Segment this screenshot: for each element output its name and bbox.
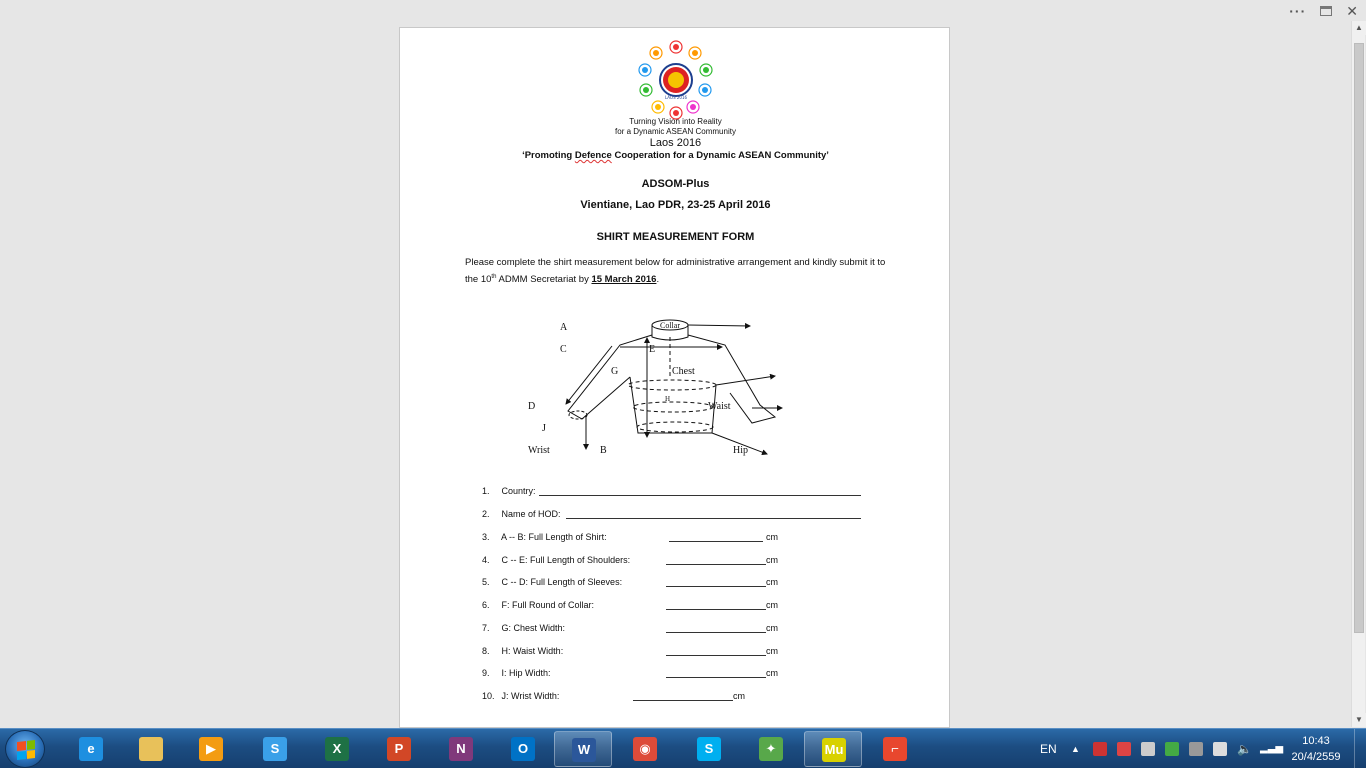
taskbar-word-button[interactable] — [554, 731, 612, 767]
shirt-length-answer-line[interactable] — [669, 541, 763, 542]
clock-date: 20/4/2559 — [1291, 751, 1341, 763]
network-share-icon[interactable] — [1165, 742, 1179, 756]
taskbar-muse-button[interactable] — [804, 731, 862, 767]
word-icon: W — [572, 738, 596, 762]
vertical-scrollbar[interactable] — [1351, 21, 1365, 727]
clock[interactable] — [1286, 733, 1346, 765]
more-options-icon[interactable]: ··· — [1289, 3, 1307, 19]
shirt-diagram — [520, 315, 800, 465]
taskbar-media-player-button[interactable] — [182, 731, 240, 767]
hip-answer-line[interactable] — [666, 677, 766, 678]
flag-icon[interactable] — [1093, 742, 1107, 756]
scroll-down-icon[interactable]: ▼ — [1352, 713, 1366, 727]
taskbar-outlook-button[interactable] — [494, 731, 552, 767]
label-a: A — [560, 322, 568, 333]
form-item-hod: 2. Name of HOD: — [482, 509, 561, 519]
skype-icon: S — [697, 737, 721, 761]
close-icon[interactable]: ✕ — [1346, 3, 1358, 19]
powerpoint-icon: P — [387, 737, 411, 761]
pdf-app-icon: ⌐ — [883, 737, 907, 761]
theme-line: ‘Promoting Defence Cooperation for a Dynamic ASEAN Community’ — [522, 150, 829, 161]
volume-icon[interactable]: 🔈 — [1237, 742, 1252, 756]
instructions-paragraph: Please complete the shirt measurement below for administrative arrangement and kindly submit it to the 10th ADMM Secretariat by 15 March 2016. — [465, 257, 886, 286]
label-waist: Waist — [708, 401, 731, 412]
label-h: H — [665, 395, 671, 403]
file-explorer-icon — [139, 737, 163, 761]
asean-laos-2016-logo — [633, 37, 719, 123]
action-center-icon[interactable] — [1117, 742, 1131, 756]
onenote-icon: N — [449, 737, 473, 761]
taskbar-powerpoint-button[interactable] — [370, 731, 428, 767]
taskbar-browser-globe-button[interactable] — [246, 731, 304, 767]
restore-icon[interactable] — [1320, 6, 1332, 16]
chest-answer-line[interactable] — [666, 632, 766, 633]
label-j: J — [542, 423, 546, 434]
sleeves-answer-line[interactable] — [666, 586, 766, 587]
label-d: D — [528, 401, 536, 412]
window-controls — [1289, 0, 1366, 22]
unit-cm: cm — [766, 555, 778, 565]
hod-answer-line[interactable] — [566, 518, 861, 519]
browser-globe-icon: S — [263, 737, 287, 761]
meeting-venue: Vientiane, Lao PDR, 23-25 April 2016 — [580, 199, 771, 211]
form-item-hip: 9. I: Hip Width: — [482, 668, 551, 678]
form-item-collar: 6. F: Full Round of Collar: — [482, 600, 595, 610]
label-chest: Chest — [672, 366, 695, 377]
taskbar-file-explorer-button[interactable] — [122, 731, 180, 767]
unit-cm: cm — [766, 532, 778, 542]
taskbar-excel-button[interactable] — [308, 731, 366, 767]
chrome-icon: ◉ — [633, 737, 657, 761]
form-item-country: 1. Country: — [482, 486, 536, 496]
form-title: SHIRT MEASUREMENT FORM — [596, 231, 755, 243]
label-b: B — [600, 445, 607, 456]
show-hidden-icons-icon[interactable]: ▲ — [1071, 744, 1080, 754]
media-player-icon: ▶ — [199, 737, 223, 761]
form-item-shoulders: 4. C -- E: Full Length of Shoulders: — [482, 555, 631, 565]
unit-cm: cm — [733, 691, 745, 701]
wrist-answer-line[interactable] — [633, 700, 733, 701]
taskbar — [0, 728, 1366, 768]
taskbar-onenote-button[interactable] — [432, 731, 490, 767]
clock-time: 10:43 — [1302, 735, 1330, 747]
label-hip: Hip — [733, 445, 748, 456]
label-g: G — [611, 366, 619, 377]
waist-answer-line[interactable] — [666, 655, 766, 656]
unit-cm: cm — [766, 577, 778, 587]
unit-cm: cm — [766, 600, 778, 610]
unit-cm: cm — [766, 646, 778, 656]
tagline-line-2: for a Dynamic ASEAN Community — [615, 127, 736, 136]
taskbar-skype-button[interactable] — [680, 731, 738, 767]
logo-text: LAOS 2016 — [664, 95, 688, 100]
country-answer-line[interactable] — [539, 495, 861, 496]
form-item-shirt-length: 3. A -- B: Full Length of Shirt: — [482, 532, 607, 542]
taskbar-internet-explorer-button[interactable] — [62, 731, 120, 767]
form-item-wrist: 10. J: Wrist Width: — [482, 691, 560, 701]
tool-icon[interactable] — [1141, 742, 1155, 756]
taskbar-messenger-button[interactable] — [742, 731, 800, 767]
device-icon[interactable] — [1189, 742, 1203, 756]
show-desktop-button[interactable] — [1354, 729, 1366, 768]
unit-cm: cm — [766, 668, 778, 678]
windows-logo-icon — [17, 740, 35, 760]
label-c: C — [560, 344, 567, 355]
collar-answer-line[interactable] — [666, 609, 766, 610]
event-year: Laos 2016 — [649, 137, 702, 149]
unit-cm: cm — [766, 623, 778, 633]
form-item-chest: 7. G: Chest Width: — [482, 623, 566, 633]
scroll-up-icon[interactable]: ▲ — [1352, 21, 1366, 35]
taskbar-pdf-app-button[interactable] — [866, 731, 924, 767]
messenger-icon: ✦ — [759, 737, 783, 761]
document-page — [399, 27, 950, 728]
internet-explorer-icon: e — [79, 737, 103, 761]
shoulders-answer-line[interactable] — [666, 564, 766, 565]
taskbar-chrome-button[interactable] — [616, 731, 674, 767]
form-item-sleeves: 5. C -- D: Full Length of Sleeves: — [482, 577, 623, 587]
shirt-drawing — [520, 315, 800, 465]
outlook-icon: O — [511, 737, 535, 761]
form-item-waist: 8. H: Waist Width: — [482, 646, 564, 656]
usb-icon[interactable] — [1213, 742, 1227, 756]
label-collar: Collar — [660, 321, 680, 330]
excel-icon: X — [325, 737, 349, 761]
tagline-line-1: Turning Vision into Reality — [629, 117, 722, 126]
scroll-thumb[interactable] — [1354, 43, 1364, 633]
signal-icon[interactable]: ▂▃▅ — [1260, 743, 1284, 754]
language-indicator[interactable]: EN — [1040, 742, 1057, 756]
muse-icon: Mu — [822, 738, 846, 762]
label-wrist: Wrist — [528, 445, 550, 456]
label-e: E — [649, 344, 656, 355]
start-button[interactable] — [5, 730, 45, 768]
meeting-name: ADSOM-Plus — [641, 178, 710, 190]
